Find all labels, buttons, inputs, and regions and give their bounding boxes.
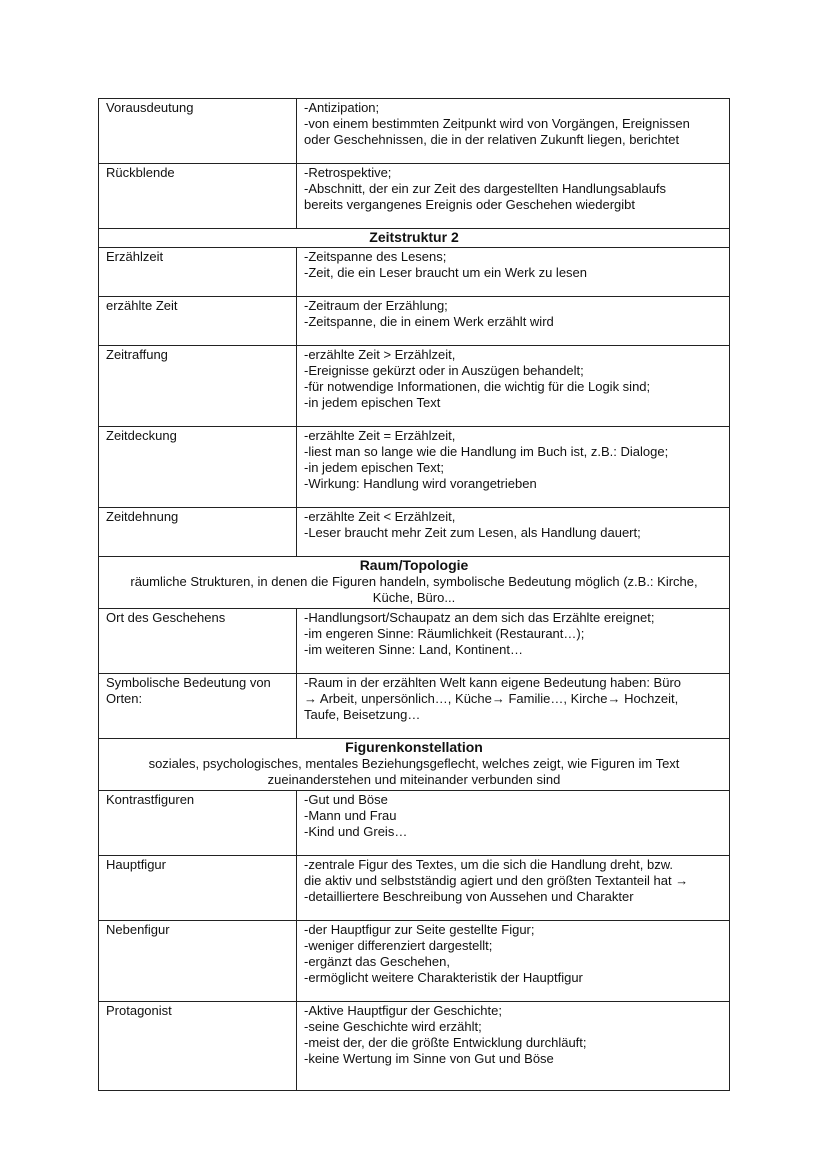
definition-cell bbox=[297, 921, 730, 1002]
term-label: Protagonist bbox=[106, 1003, 172, 1018]
definition-line: -in jedem epischen Text bbox=[304, 395, 441, 410]
term-cell bbox=[99, 791, 297, 856]
table-row bbox=[99, 921, 730, 1002]
table-row bbox=[99, 1002, 730, 1091]
term-label: Rückblende bbox=[106, 165, 175, 180]
definition-line: -erzählte Zeit = Erzählzeit, bbox=[304, 428, 456, 443]
table-row bbox=[99, 346, 730, 427]
term-cell bbox=[99, 1002, 297, 1091]
definition-line: -detailliertere Beschreibung von Aussehen und Charakter bbox=[304, 889, 634, 904]
term-label: Vorausdeutung bbox=[106, 100, 194, 115]
definition-line: -von einem bestimmten Zeitpunkt wird von Vorgängen, Ereignissen bbox=[304, 116, 690, 131]
definition-cell bbox=[297, 248, 730, 297]
term-label: Nebenfigur bbox=[106, 922, 170, 937]
definition-line: -im weiteren Sinne: Land, Kontinent… bbox=[304, 642, 523, 657]
section-header-cell bbox=[99, 557, 730, 609]
definition-line: -Mann und Frau bbox=[304, 808, 397, 823]
definition-line: -Zeitraum der Erzählung; bbox=[304, 298, 448, 313]
definition-line: -erzählte Zeit > Erzählzeit, bbox=[304, 347, 456, 362]
definition-line: -Gut und Böse bbox=[304, 792, 388, 807]
definition-line: -Wirkung: Handlung wird vorangetrieben bbox=[304, 476, 537, 491]
definition-line: Taufe, Beisetzung… bbox=[304, 707, 421, 722]
table-row bbox=[99, 856, 730, 921]
definition-cell bbox=[297, 1002, 730, 1091]
definition-line: -Zeitspanne des Lesens; bbox=[304, 249, 447, 264]
term-cell bbox=[99, 609, 297, 674]
term-cell bbox=[99, 346, 297, 427]
definition-line: -Zeit, die ein Leser braucht um ein Werk zu lesen bbox=[304, 265, 588, 280]
definition-cell bbox=[297, 609, 730, 674]
section-title: Raum/Topologie bbox=[359, 557, 469, 573]
term-cell bbox=[99, 921, 297, 1002]
definition-line: -Ereignisse gekürzt oder in Auszügen behandelt; bbox=[304, 363, 584, 378]
section-subtitle-line: räumliche Strukturen, in denen die Figuren handeln, symbolische Bedeutung möglich (z.B.: Kirche, bbox=[130, 574, 698, 589]
term-cell bbox=[99, 164, 297, 229]
definition-cell bbox=[297, 674, 730, 739]
definition-cell bbox=[297, 791, 730, 856]
term-cell bbox=[99, 427, 297, 508]
section-subtitle-line: zueinanderstehen und miteinander verbunden sind bbox=[267, 772, 561, 787]
definition-cell bbox=[297, 508, 730, 557]
definition-cell bbox=[297, 99, 730, 164]
definition-line: -ermöglicht weitere Charakteristik der Hauptfigur bbox=[304, 970, 583, 985]
definition-line: -zentrale Figur des Textes, um die sich die Handlung dreht, bzw. bbox=[304, 857, 674, 872]
definition-line: die aktiv und selbstständig agiert und den größten Textanteil hat → bbox=[304, 873, 689, 888]
definition-line: -keine Wertung im Sinne von Gut und Böse bbox=[304, 1051, 554, 1066]
term-cell bbox=[99, 508, 297, 557]
section-header-cell bbox=[99, 229, 730, 248]
definition-line: -erzählte Zeit < Erzählzeit, bbox=[304, 509, 456, 524]
definition-line: -weniger differenziert dargestellt; bbox=[304, 938, 493, 953]
definition-line: -Raum in der erzählten Welt kann eigene Bedeutung haben: Büro bbox=[304, 675, 682, 690]
table-row bbox=[99, 427, 730, 508]
definition-line: -Aktive Hauptfigur der Geschichte; bbox=[304, 1003, 502, 1018]
term-label: Zeitdeckung bbox=[106, 428, 177, 443]
table-row bbox=[99, 609, 730, 674]
definition-line: -Handlungsort/Schaupatz an dem sich das Erzählte ereignet; bbox=[304, 610, 655, 625]
definition-line: -Kind und Greis… bbox=[304, 824, 408, 839]
term-cell bbox=[99, 856, 297, 921]
section-subtitle-line: Küche, Büro... bbox=[372, 590, 456, 605]
glossary-body bbox=[99, 99, 730, 1091]
definition-line: -meist der, der die größte Entwicklung durchläuft; bbox=[304, 1035, 587, 1050]
section-title: Figurenkonstellation bbox=[345, 739, 483, 755]
definition-line: -der Hauptfigur zur Seite gestellte Figur; bbox=[304, 922, 535, 937]
definition-line: -liest man so lange wie die Handlung im Buch ist, z.B.: Dialoge; bbox=[304, 444, 669, 459]
definition-line: -Abschnitt, der ein zur Zeit des dargestellten Handlungsablaufs bbox=[304, 181, 667, 196]
glossary-table bbox=[98, 98, 730, 1091]
section-subtitle-line: soziales, psychologisches, mentales Beziehungsgeflecht, welches zeigt, wie Figuren im Text bbox=[148, 756, 680, 771]
definition-line: → Arbeit, unpersönlich…, Küche→ Familie…, Kirche→ Hochzeit, bbox=[304, 691, 679, 706]
term-cell bbox=[99, 674, 297, 739]
table-row bbox=[99, 99, 730, 164]
table-row bbox=[99, 791, 730, 856]
definition-cell bbox=[297, 427, 730, 508]
term-label: Zeitraffung bbox=[106, 347, 168, 362]
term-label: erzählte Zeit bbox=[106, 298, 178, 313]
definition-line: -Leser braucht mehr Zeit zum Lesen, als Handlung dauert; bbox=[304, 525, 641, 540]
term-cell bbox=[99, 248, 297, 297]
definition-line: bereits vergangenes Ereignis oder Geschehen wiedergibt bbox=[304, 197, 635, 212]
definition-line: -Retrospektive; bbox=[304, 165, 392, 180]
definition-cell bbox=[297, 346, 730, 427]
table-row bbox=[99, 297, 730, 346]
section-header-row bbox=[99, 229, 730, 248]
table-row bbox=[99, 508, 730, 557]
term-label: Symbolische Bedeutung von Orten: bbox=[106, 675, 271, 706]
definition-line: -seine Geschichte wird erzählt; bbox=[304, 1019, 482, 1034]
definition-line: -Zeitspanne, die in einem Werk erzählt wird bbox=[304, 314, 554, 329]
table-row bbox=[99, 248, 730, 297]
term-label: Hauptfigur bbox=[106, 857, 166, 872]
term-label: Kontrastfiguren bbox=[106, 792, 195, 807]
definition-cell bbox=[297, 164, 730, 229]
term-label: Erzählzeit bbox=[106, 249, 164, 264]
section-header-cell bbox=[99, 739, 730, 791]
table-row bbox=[99, 164, 730, 229]
definition-line: oder Geschehnissen, die in der relativen Zukunft liegen, berichtet bbox=[304, 132, 680, 147]
section-header-row bbox=[99, 557, 730, 609]
definition-line: -Antizipation; bbox=[304, 100, 380, 115]
definition-line: -ergänzt das Geschehen, bbox=[304, 954, 450, 969]
definition-line: -im engeren Sinne: Räumlichkeit (Restaurant…); bbox=[304, 626, 585, 641]
section-header-row bbox=[99, 739, 730, 791]
definition-line: -in jedem epischen Text; bbox=[304, 460, 444, 475]
term-cell bbox=[99, 99, 297, 164]
definition-cell bbox=[297, 297, 730, 346]
term-cell bbox=[99, 297, 297, 346]
definition-cell bbox=[297, 856, 730, 921]
definition-line: -für notwendige Informationen, die wichtig für die Logik sind; bbox=[304, 379, 651, 394]
table-row bbox=[99, 674, 730, 739]
term-label: Ort des Geschehens bbox=[106, 610, 226, 625]
section-title: Zeitstruktur 2 bbox=[369, 229, 459, 245]
term-label: Zeitdehnung bbox=[106, 509, 179, 524]
